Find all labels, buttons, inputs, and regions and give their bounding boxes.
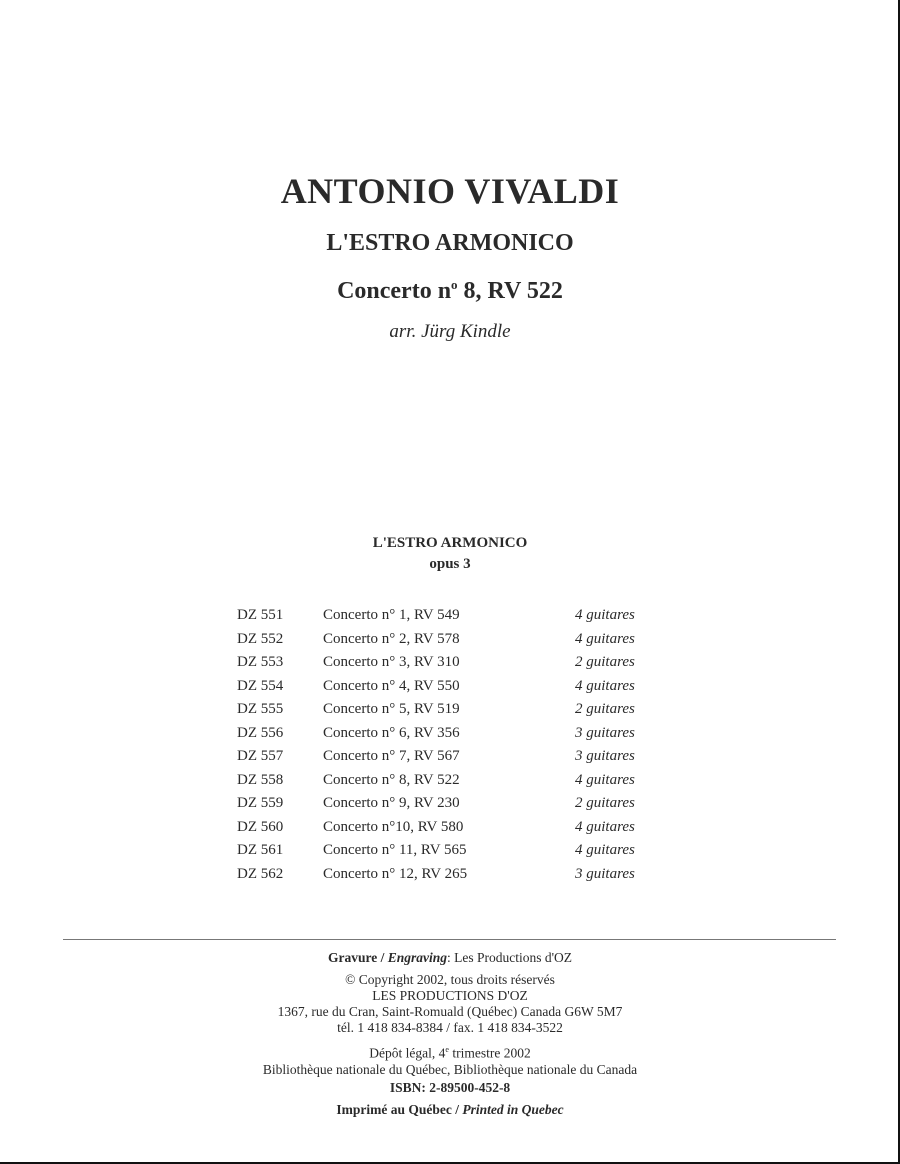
catalog-number: DZ 562 [237,865,284,882]
series-heading [0,533,900,575]
engraving-label-en: Engraving [387,950,447,965]
engraving-label-fr: Gravure / [327,950,388,965]
catalog-row [237,745,677,769]
catalog-number: DZ 559 [237,795,284,811]
depot-prefix: Dépôt légal, 4 [369,1045,446,1061]
catalog-number: DZ 556 [237,724,284,741]
composer-name: ANTONIO VIVALDI [280,171,620,211]
catalog-number: DZ 551 [237,607,284,623]
catalog-concerto: Concerto n° 9, RV 230 [323,795,460,811]
catalog-concerto: Concerto n° 11, RV 565 [323,842,467,858]
publisher-name: LES PRODUCTIONS D'OZ [372,988,528,1003]
catalog-instrumentation: 4 guitares [575,630,635,647]
engraving-line [0,950,900,966]
arranger: arr. Jürg Kindle [389,321,511,342]
copyright-line: © Copyright 2002, tous droits réservés [345,972,555,987]
series-title: L'ESTRO ARMONICO [372,535,528,551]
credits-block [0,950,900,1118]
catalog-row [237,675,677,699]
catalog-instrumentation: 4 guitares [575,842,635,858]
catalog-instrumentation: 4 guitares [575,771,635,788]
catalog-instrumentation: 2 guitares [575,654,635,670]
concerto-ordinal: o [451,277,458,292]
catalog-instrumentation: 4 guitares [575,818,635,835]
catalog-concerto: Concerto n° 12, RV 265 [323,865,468,882]
catalog-concerto: Concerto n° 3, RV 310 [323,654,460,670]
concerto-suffix: 8, RV 522 [457,278,563,304]
catalog-row [237,651,677,675]
printed-line [0,1102,900,1118]
catalog-instrumentation: 3 guitares [575,724,635,741]
printed-fr: Imprimé au Québec / [336,1101,463,1117]
catalog-instrumentation: 4 guitares [575,607,635,623]
catalog-row [237,604,677,628]
concerto-prefix: Concerto n [337,278,452,304]
catalog-list [237,604,677,886]
catalog-number: DZ 558 [237,771,284,788]
catalog-row [237,792,677,816]
catalog-instrumentation: 2 guitares [575,701,635,717]
depot-suffix: trimestre 2002 [448,1045,531,1061]
catalog-instrumentation: 2 guitares [575,795,635,811]
catalog-instrumentation: 4 guitares [575,677,635,694]
series-opus: opus 3 [429,556,471,572]
catalog-row [237,816,677,840]
catalog-number: DZ 560 [237,818,284,835]
concerto-title [0,270,900,306]
title-block [0,168,900,342]
catalog-row [237,839,677,863]
catalog-row [237,769,677,793]
divider [63,939,836,940]
catalog-row [237,863,677,887]
catalog-number: DZ 557 [237,748,284,764]
catalog-concerto: Concerto n° 6, RV 356 [323,724,460,741]
catalog-number: DZ 554 [237,677,284,694]
isbn: ISBN: 2-89500-452-8 [389,1079,511,1095]
catalog-number: DZ 561 [237,842,284,858]
catalog-concerto: Concerto n°10, RV 580 [323,818,464,835]
libraries-line: Bibliothèque nationale du Québec, Bibliothèque nationale du Canada [262,1061,638,1077]
catalog-concerto: Concerto n° 1, RV 549 [323,607,460,623]
publisher-address: 1367, rue du Cran, Saint-Romuald (Québec) Canada G6W 5M7 [277,1004,623,1019]
catalog-concerto: Concerto n° 8, RV 522 [323,771,460,788]
catalog-concerto: Concerto n° 2, RV 578 [323,630,460,647]
engraving-value: : Les Productions d'OZ [446,950,573,965]
catalog-instrumentation: 3 guitares [575,748,635,764]
printed-en: Printed in Quebec [462,1101,564,1117]
catalog-concerto: Concerto n° 5, RV 519 [323,701,460,717]
catalog-number: DZ 553 [237,654,284,670]
depot-line [0,1042,900,1062]
catalog-concerto: Concerto n° 7, RV 567 [323,748,460,764]
depot-ordinal: e [445,1045,449,1054]
catalog-row [237,628,677,652]
catalog-row [237,722,677,746]
catalog-number: DZ 552 [237,630,284,647]
catalog-row [237,698,677,722]
catalog-concerto: Concerto n° 4, RV 550 [323,677,460,694]
catalog-number: DZ 555 [237,701,284,717]
work-title: L'ESTRO ARMONICO [326,230,574,256]
publisher-phone: tél. 1 418 834-8384 / fax. 1 418 834-3522 [337,1020,563,1035]
catalog-instrumentation: 3 guitares [575,865,635,882]
